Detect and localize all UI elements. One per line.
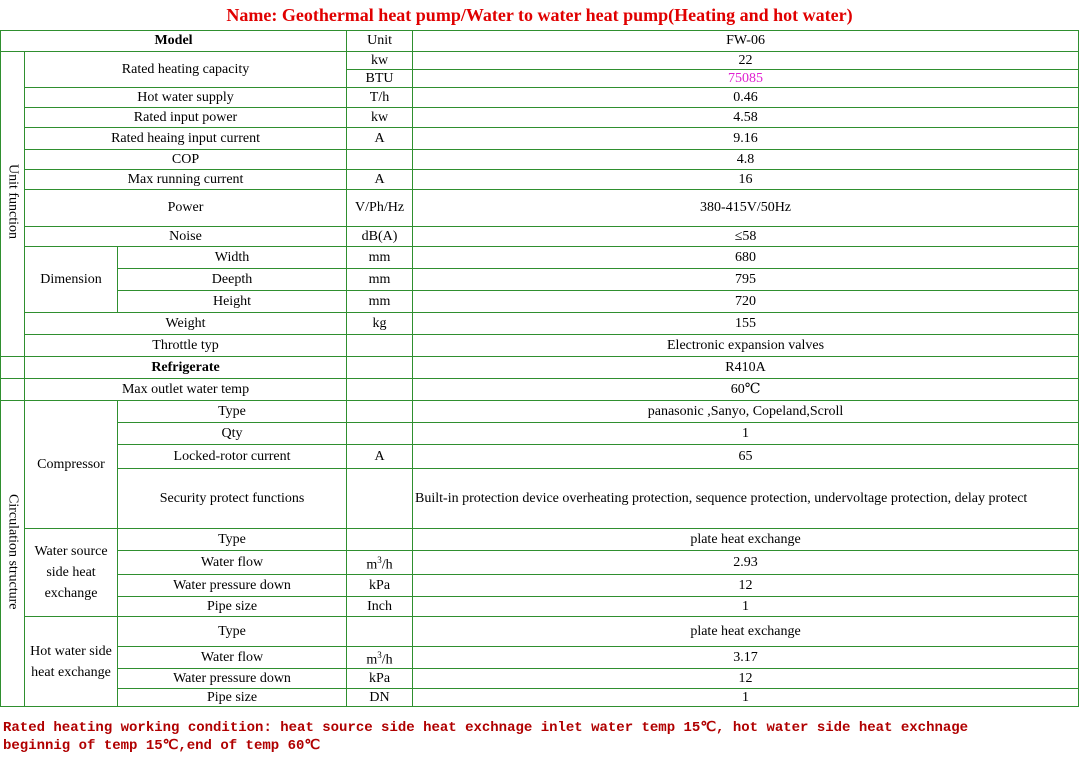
- water-source-label: Water source side heat exchange: [25, 529, 118, 617]
- table-row: [1, 401, 1079, 423]
- height-unit: mm: [347, 291, 413, 313]
- table-row: [1, 423, 1079, 445]
- throttle-unit: [347, 335, 413, 357]
- table-row: [1, 150, 1079, 170]
- power-label: Power: [25, 190, 347, 227]
- compressor-type-value: panasonic ,Sanyo, Copeland,Scroll: [413, 401, 1079, 423]
- locked-rotor-unit: A: [347, 445, 413, 469]
- table-row: [1, 647, 1079, 669]
- table-row: [1, 247, 1079, 269]
- header-model-value: FW-06: [413, 31, 1079, 52]
- compressor-qty-unit: [347, 423, 413, 445]
- hw-pressure-value: 12: [413, 669, 1079, 689]
- table-row: [1, 357, 1079, 379]
- table-row: [1, 108, 1079, 128]
- hw-pipe-unit: DN: [347, 689, 413, 707]
- table-row: [1, 335, 1079, 357]
- depth-unit: mm: [347, 269, 413, 291]
- table-row: [1, 551, 1079, 575]
- ws-flow-label: Water flow: [118, 551, 347, 575]
- cop-unit: [347, 150, 413, 170]
- compressor-type-label: Type: [118, 401, 347, 423]
- width-value: 680: [413, 247, 1079, 269]
- max-outlet-value: 60℃: [413, 379, 1079, 401]
- rated-input-current-label: Rated heaing input current: [25, 128, 347, 150]
- hot-water-supply-label: Hot water supply: [25, 88, 347, 108]
- ws-pressure-value: 12: [413, 575, 1079, 597]
- footer-line-1: Rated heating working condition: heat source side heat exchnage inlet water temp 15℃, hot water side heat exchnage: [3, 720, 969, 736]
- section-unit-function: Unit function: [1, 52, 25, 357]
- dimension-label: Dimension: [25, 247, 118, 313]
- hw-flow-unit: $m^3/h$: [347, 647, 413, 669]
- hw-flow-label: Water flow: [118, 647, 347, 669]
- refrigerate-value: R410A: [413, 357, 1079, 379]
- table-row: [1, 469, 1079, 529]
- power-unit: V/Ph/Hz: [347, 190, 413, 227]
- hw-type-label: Type: [118, 617, 347, 647]
- security-label: Security protect functions: [118, 469, 347, 529]
- cop-label: COP: [25, 150, 347, 170]
- locked-rotor-label: Locked-rotor current: [118, 445, 347, 469]
- rated-input-current-value: 9.16: [413, 128, 1079, 150]
- security-value: Built-in protection device overheating protection, sequence protection, undervoltage protection, delay protect: [413, 469, 1079, 529]
- hw-pressure-unit: kPa: [347, 669, 413, 689]
- table-row: [1, 170, 1079, 190]
- spec-table: [0, 30, 1079, 707]
- table-row: [1, 445, 1079, 469]
- noise-unit: dB(A): [347, 227, 413, 247]
- compressor-type-unit: [347, 401, 413, 423]
- weight-unit: kg: [347, 313, 413, 335]
- rated-input-power-unit: kw: [347, 108, 413, 128]
- noise-label: Noise: [25, 227, 347, 247]
- table-row: [1, 190, 1079, 227]
- table-row: [1, 529, 1079, 551]
- unit-kw: kw: [347, 52, 413, 70]
- ws-type-label: Type: [118, 529, 347, 551]
- refrigerate-unit: [347, 357, 413, 379]
- ws-flow-unit: $m^3/h$: [347, 551, 413, 575]
- table-row: [1, 617, 1079, 647]
- compressor-label: Compressor: [25, 401, 118, 529]
- rated-heating-capacity-kw: 22: [413, 52, 1079, 70]
- security-unit: [347, 469, 413, 529]
- ws-flow-value: 2.93: [413, 551, 1079, 575]
- refrigerate-label: Refrigerate: [25, 357, 347, 379]
- max-running-current-label: Max running current: [25, 170, 347, 190]
- table-row: [1, 52, 1079, 70]
- hw-type-value: plate heat exchange: [413, 617, 1079, 647]
- unit-btu: BTU: [347, 70, 413, 88]
- rated-heating-capacity-btu: 75085: [413, 70, 1079, 88]
- throttle-label: Throttle typ: [25, 335, 347, 357]
- blank-cell: [1, 379, 25, 401]
- table-row: [1, 689, 1079, 707]
- max-running-current-value: 16: [413, 170, 1079, 190]
- ws-pipe-label: Pipe size: [118, 597, 347, 617]
- width-label: Width: [118, 247, 347, 269]
- header-unit: Unit: [347, 31, 413, 52]
- max-outlet-label: Max outlet water temp: [25, 379, 347, 401]
- section-circulation-structure: Circulation structure: [1, 401, 25, 707]
- table-row: [1, 269, 1079, 291]
- hot-water-label: Hot water side heat exchange: [25, 617, 118, 707]
- cop-value: 4.8: [413, 150, 1079, 170]
- table-header-row: [1, 31, 1079, 52]
- ws-pipe-unit: Inch: [347, 597, 413, 617]
- depth-label: Deepth: [118, 269, 347, 291]
- table-row: [1, 128, 1079, 150]
- table-row: [1, 88, 1079, 108]
- depth-value: 795: [413, 269, 1079, 291]
- table-row: [1, 227, 1079, 247]
- max-running-current-unit: A: [347, 170, 413, 190]
- rated-heating-capacity-label: Rated heating capacity: [25, 52, 347, 88]
- max-outlet-unit: [347, 379, 413, 401]
- hw-flow-value: 3.17: [413, 647, 1079, 669]
- hot-water-supply-unit: T/h: [347, 88, 413, 108]
- table-row: [1, 597, 1079, 617]
- compressor-qty-value: 1: [413, 423, 1079, 445]
- ws-pressure-unit: kPa: [347, 575, 413, 597]
- rated-input-current-unit: A: [347, 128, 413, 150]
- footer-line-2: beginnig of temp 15℃,end of temp 60℃: [3, 738, 321, 754]
- width-unit: mm: [347, 247, 413, 269]
- hw-type-unit: [347, 617, 413, 647]
- ws-pressure-label: Water pressure down: [118, 575, 347, 597]
- ws-pipe-value: 1: [413, 597, 1079, 617]
- table-row: [1, 575, 1079, 597]
- page-title: Name: Geothermal heat pump/Water to water heat pump(Heating and hot water): [226, 5, 853, 25]
- weight-label: Weight: [25, 313, 347, 335]
- throttle-value: Electronic expansion valves: [413, 335, 1079, 357]
- footer-note: [3, 719, 1077, 755]
- weight-value: 155: [413, 313, 1079, 335]
- hot-water-supply-value: 0.46: [413, 88, 1079, 108]
- blank-cell: [1, 357, 25, 379]
- table-row: [1, 669, 1079, 689]
- ws-type-value: plate heat exchange: [413, 529, 1079, 551]
- table-row: [1, 313, 1079, 335]
- header-model: Model: [1, 31, 347, 52]
- ws-type-unit: [347, 529, 413, 551]
- height-value: 720: [413, 291, 1079, 313]
- noise-value: ≤58: [413, 227, 1079, 247]
- rated-input-power-value: 4.58: [413, 108, 1079, 128]
- power-value: 380-415V/50Hz: [413, 190, 1079, 227]
- compressor-qty-label: Qty: [118, 423, 347, 445]
- height-label: Height: [118, 291, 347, 313]
- hw-pressure-label: Water pressure down: [118, 669, 347, 689]
- locked-rotor-value: 65: [413, 445, 1079, 469]
- hw-pipe-value: 1: [413, 689, 1079, 707]
- rated-input-power-label: Rated input power: [25, 108, 347, 128]
- hw-pipe-label: Pipe size: [118, 689, 347, 707]
- table-row: [1, 379, 1079, 401]
- table-row: [1, 291, 1079, 313]
